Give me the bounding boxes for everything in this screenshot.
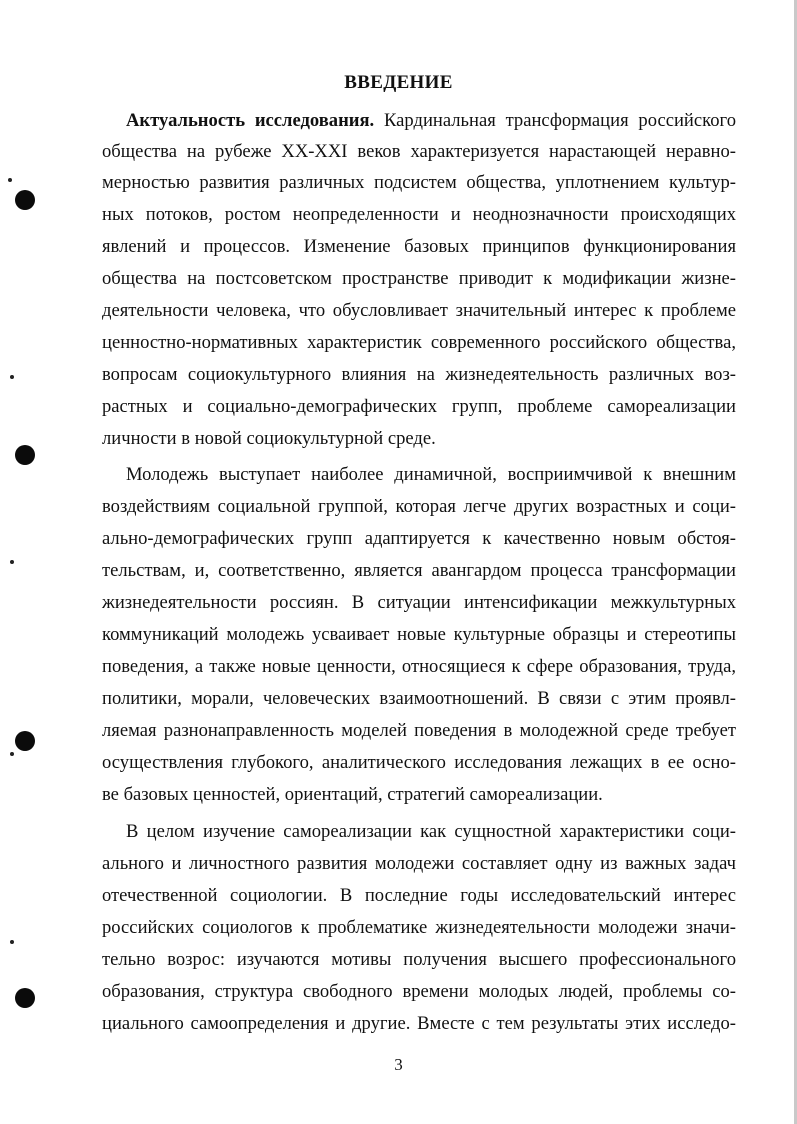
scan-speck — [10, 752, 14, 756]
scan-speck — [10, 375, 14, 379]
text-line: образования, структура свободного времени молодых людей, проблемы со- — [102, 981, 736, 1002]
text-line: общества на рубеже XX-XXI веков характеризуется нарастающей неравно- — [102, 141, 736, 162]
text-line: ального и личностного развития молодежи составляет одну из важных задач — [102, 853, 736, 874]
text-line: ляемая разнонаправленность моделей поведения в молодежной среде требует — [102, 720, 736, 741]
text-line: Актуальность исследования. Кардинальная трансформация российского — [126, 110, 736, 131]
text-line: ценностно-нормативных характеристик современного российского общества, — [102, 332, 736, 353]
text-line: вопросам социокультурного влияния на жизнедеятельность различных воз- — [102, 364, 736, 385]
punch-hole — [15, 445, 35, 465]
scan-speck — [10, 560, 14, 564]
text-line: Молодежь выступает наиболее динамичной, восприимчивой к внешним — [126, 464, 736, 485]
text-line: ально-демографических групп адаптируется к качественно новым обстоя- — [102, 528, 736, 549]
text-line: жизнедеятельности россиян. В ситуации интенсификации межкультурных — [102, 592, 736, 613]
text-line: тельно возрос: изучаются мотивы получения высшего профессионального — [102, 949, 736, 970]
text-line: циального самоопределения и другие. Вместе с тем результаты этих исследо- — [102, 1013, 736, 1034]
text-line: деятельности человека, что обусловливает значительный интерес к проблеме — [102, 300, 736, 321]
text-line: В целом изучение самореализации как сущностной характеристики соци- — [126, 821, 736, 842]
text-line: явлений и процессов. Изменение базовых принципов функционирования — [102, 236, 736, 257]
scan-speck — [8, 178, 12, 182]
text-line: тельствам, и, соответственно, является авангардом процесса трансформации — [102, 560, 736, 581]
scan-speck — [10, 940, 14, 944]
text-line: российских социологов к проблематике жизнедеятельности молодежи значи- — [102, 917, 736, 938]
text-line: ных потоков, ростом неопределенности и неоднозначности происходящих — [102, 204, 736, 225]
text-line: воздействиям социальной группой, которая легче других возрастных и соци- — [102, 496, 736, 517]
section-heading: ВВЕДЕНИЕ — [344, 72, 453, 93]
text-line: отечественной социологии. В последние годы исследовательский интерес — [102, 885, 736, 906]
text-line: мерностью развития различных подсистем общества, уплотнением культур- — [102, 172, 736, 193]
lead-phrase: Актуальность исследования. — [126, 110, 375, 131]
text-line: поведения, а также новые ценности, относящиеся к сфере образования, труда, — [102, 656, 736, 677]
text-line: коммуникаций молодежь усваивает новые культурные образцы и стереотипы — [102, 624, 736, 645]
punch-hole — [15, 190, 35, 210]
text-line: осуществления глубокого, аналитического исследования лежащих в ее осно- — [102, 752, 736, 773]
text-line: политики, морали, человеческих взаимоотношений. В связи с этим проявл- — [102, 688, 736, 709]
text-line: ве базовых ценностей, ориентаций, стратегий самореализации. — [102, 784, 603, 805]
text-line: растных и социально-демографических групп, проблеме самореализации — [102, 396, 736, 417]
punch-hole — [15, 988, 35, 1008]
page-number: 3 — [394, 1055, 403, 1074]
punch-hole — [15, 731, 35, 751]
text-line: личности в новой социокультурной среде. — [102, 428, 436, 449]
text-line: общества на постсоветском пространстве приводит к модификации жизне- — [102, 268, 736, 289]
